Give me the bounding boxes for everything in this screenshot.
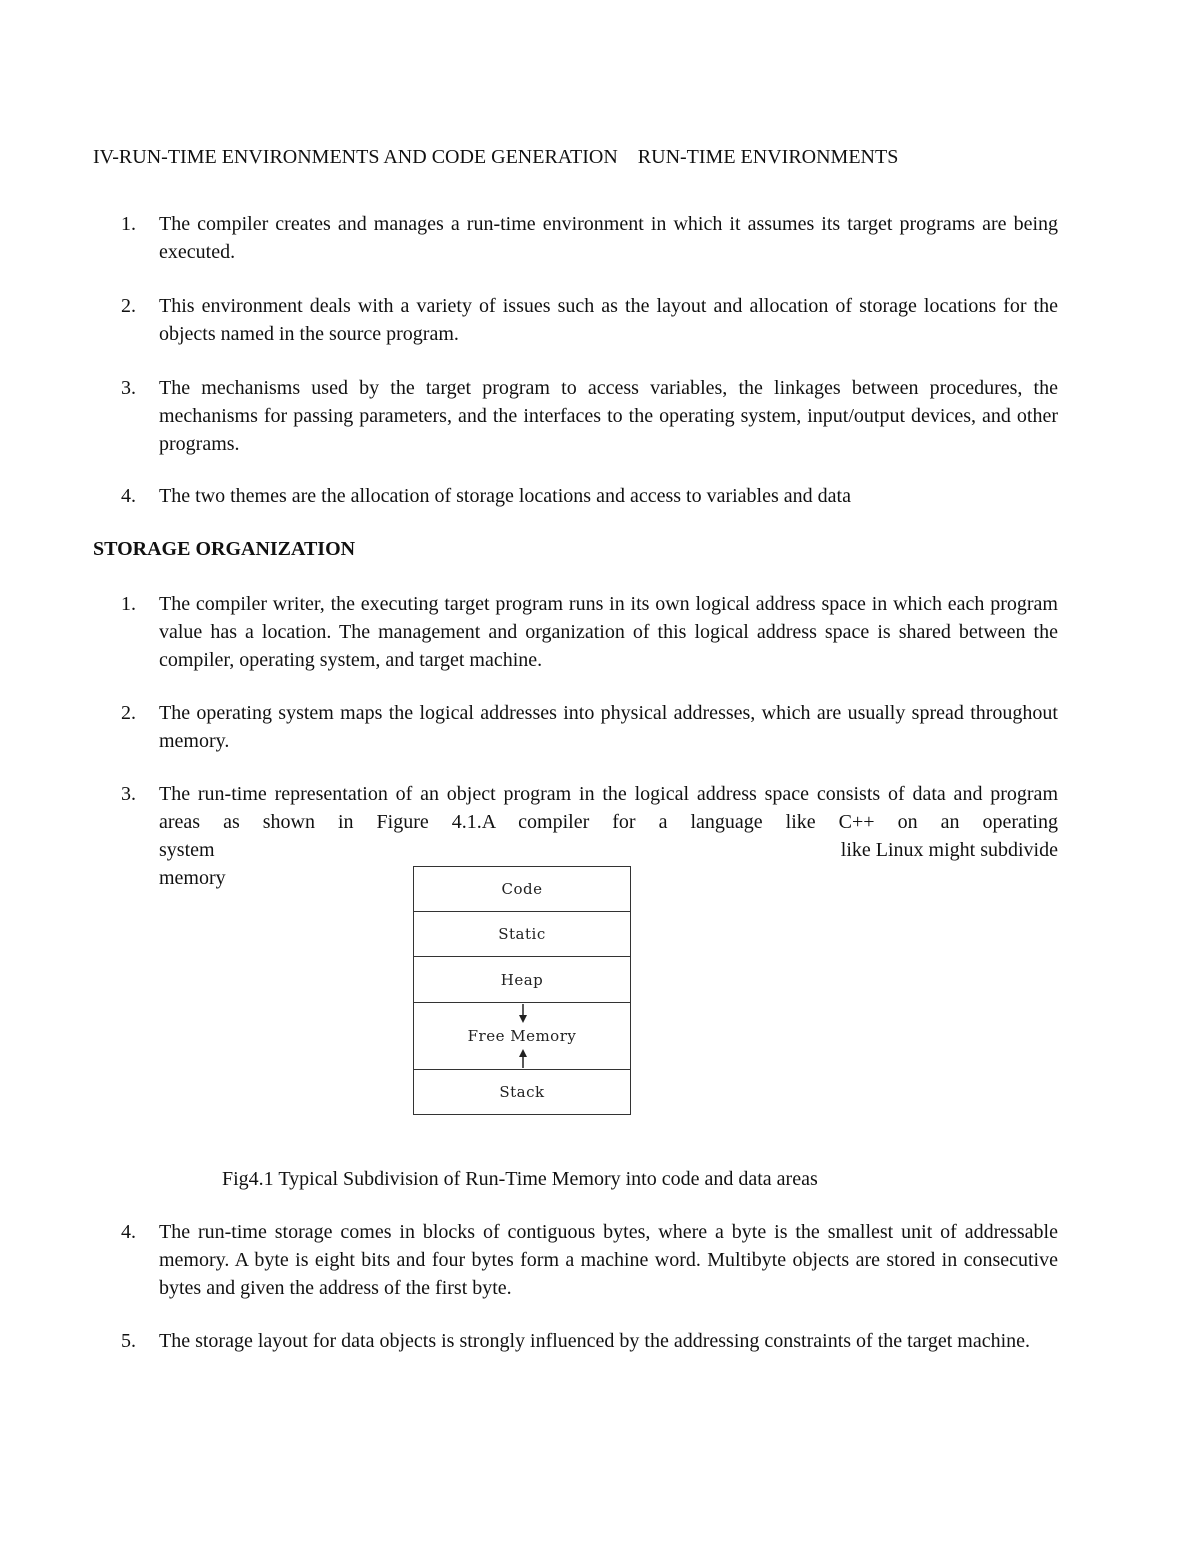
arrow-down-icon [517, 1004, 529, 1024]
list-number: 4. [121, 485, 136, 507]
segment-stack: Stack [413, 1069, 631, 1115]
segment-code: Code [413, 866, 631, 911]
item3-continuation-right: like Linux might subdivide [840, 839, 1058, 861]
list-number: 2. [121, 295, 136, 317]
memory-layout-figure [413, 866, 631, 1114]
list-number: 3. [121, 377, 136, 399]
segment-heap: Heap [413, 956, 631, 1002]
segment-static: Static [413, 911, 631, 956]
list-text: The run-time representation of an object program in the logical address space consists of data and program areas as shown in Figure 4.1.A compiler for a language like C++ on an operating [159, 783, 1058, 833]
page-header: IV-RUN-TIME ENVIRONMENTS AND CODE GENERATION RUN-TIME ENVIRONMENTS [93, 146, 899, 168]
arrow-up-icon [517, 1048, 529, 1068]
list-text: The operating system maps the logical addresses into physical addresses, which are usually spread throughout memory. [159, 702, 1058, 752]
list-text: The two themes are the allocation of storage locations and access to variables and data [159, 485, 851, 507]
figure-caption: Fig4.1 Typical Subdivision of Run-Time Memory into code and data areas [222, 1168, 818, 1190]
list-text: The mechanisms used by the target program to access variables, the linkages between procedures, the mechanisms for passing parameters, and the interfaces to the operating system, input/output devices, and other programs. [159, 377, 1058, 455]
segment-free-memory: Free Memory [413, 1002, 631, 1069]
list-text: The compiler writer, the executing target program runs in its own logical address space in which each program value has a location. The management and organization of this logical address space is shared between the compiler, operating system, and target machine. [159, 593, 1058, 671]
list-number: 3. [121, 783, 136, 805]
list-text: The compiler creates and manages a run-time environment in which it assumes its target programs are being executed. [159, 213, 1058, 263]
item3-continuation-last: memory [159, 867, 226, 889]
list-text: The run-time storage comes in blocks of contiguous bytes, where a byte is the smallest unit of addressable memory. A byte is eight bits and four bytes form a machine word. Multibyte objects are stored in consecutive bytes and given the address of the first byte. [159, 1221, 1058, 1299]
list-number: 4. [121, 1221, 136, 1243]
list-number: 2. [121, 702, 136, 724]
section-title: STORAGE ORGANIZATION [93, 538, 356, 560]
list-text: This environment deals with a variety of issues such as the layout and allocation of storage locations for the objects named in the source program. [159, 295, 1058, 345]
list-text: The storage layout for data objects is strongly influenced by the addressing constraints of the target machine. [159, 1330, 1031, 1352]
item3-continuation-left: system [159, 839, 215, 861]
list-number: 1. [121, 213, 136, 235]
list-number: 1. [121, 593, 136, 615]
list-number: 5. [121, 1330, 136, 1352]
